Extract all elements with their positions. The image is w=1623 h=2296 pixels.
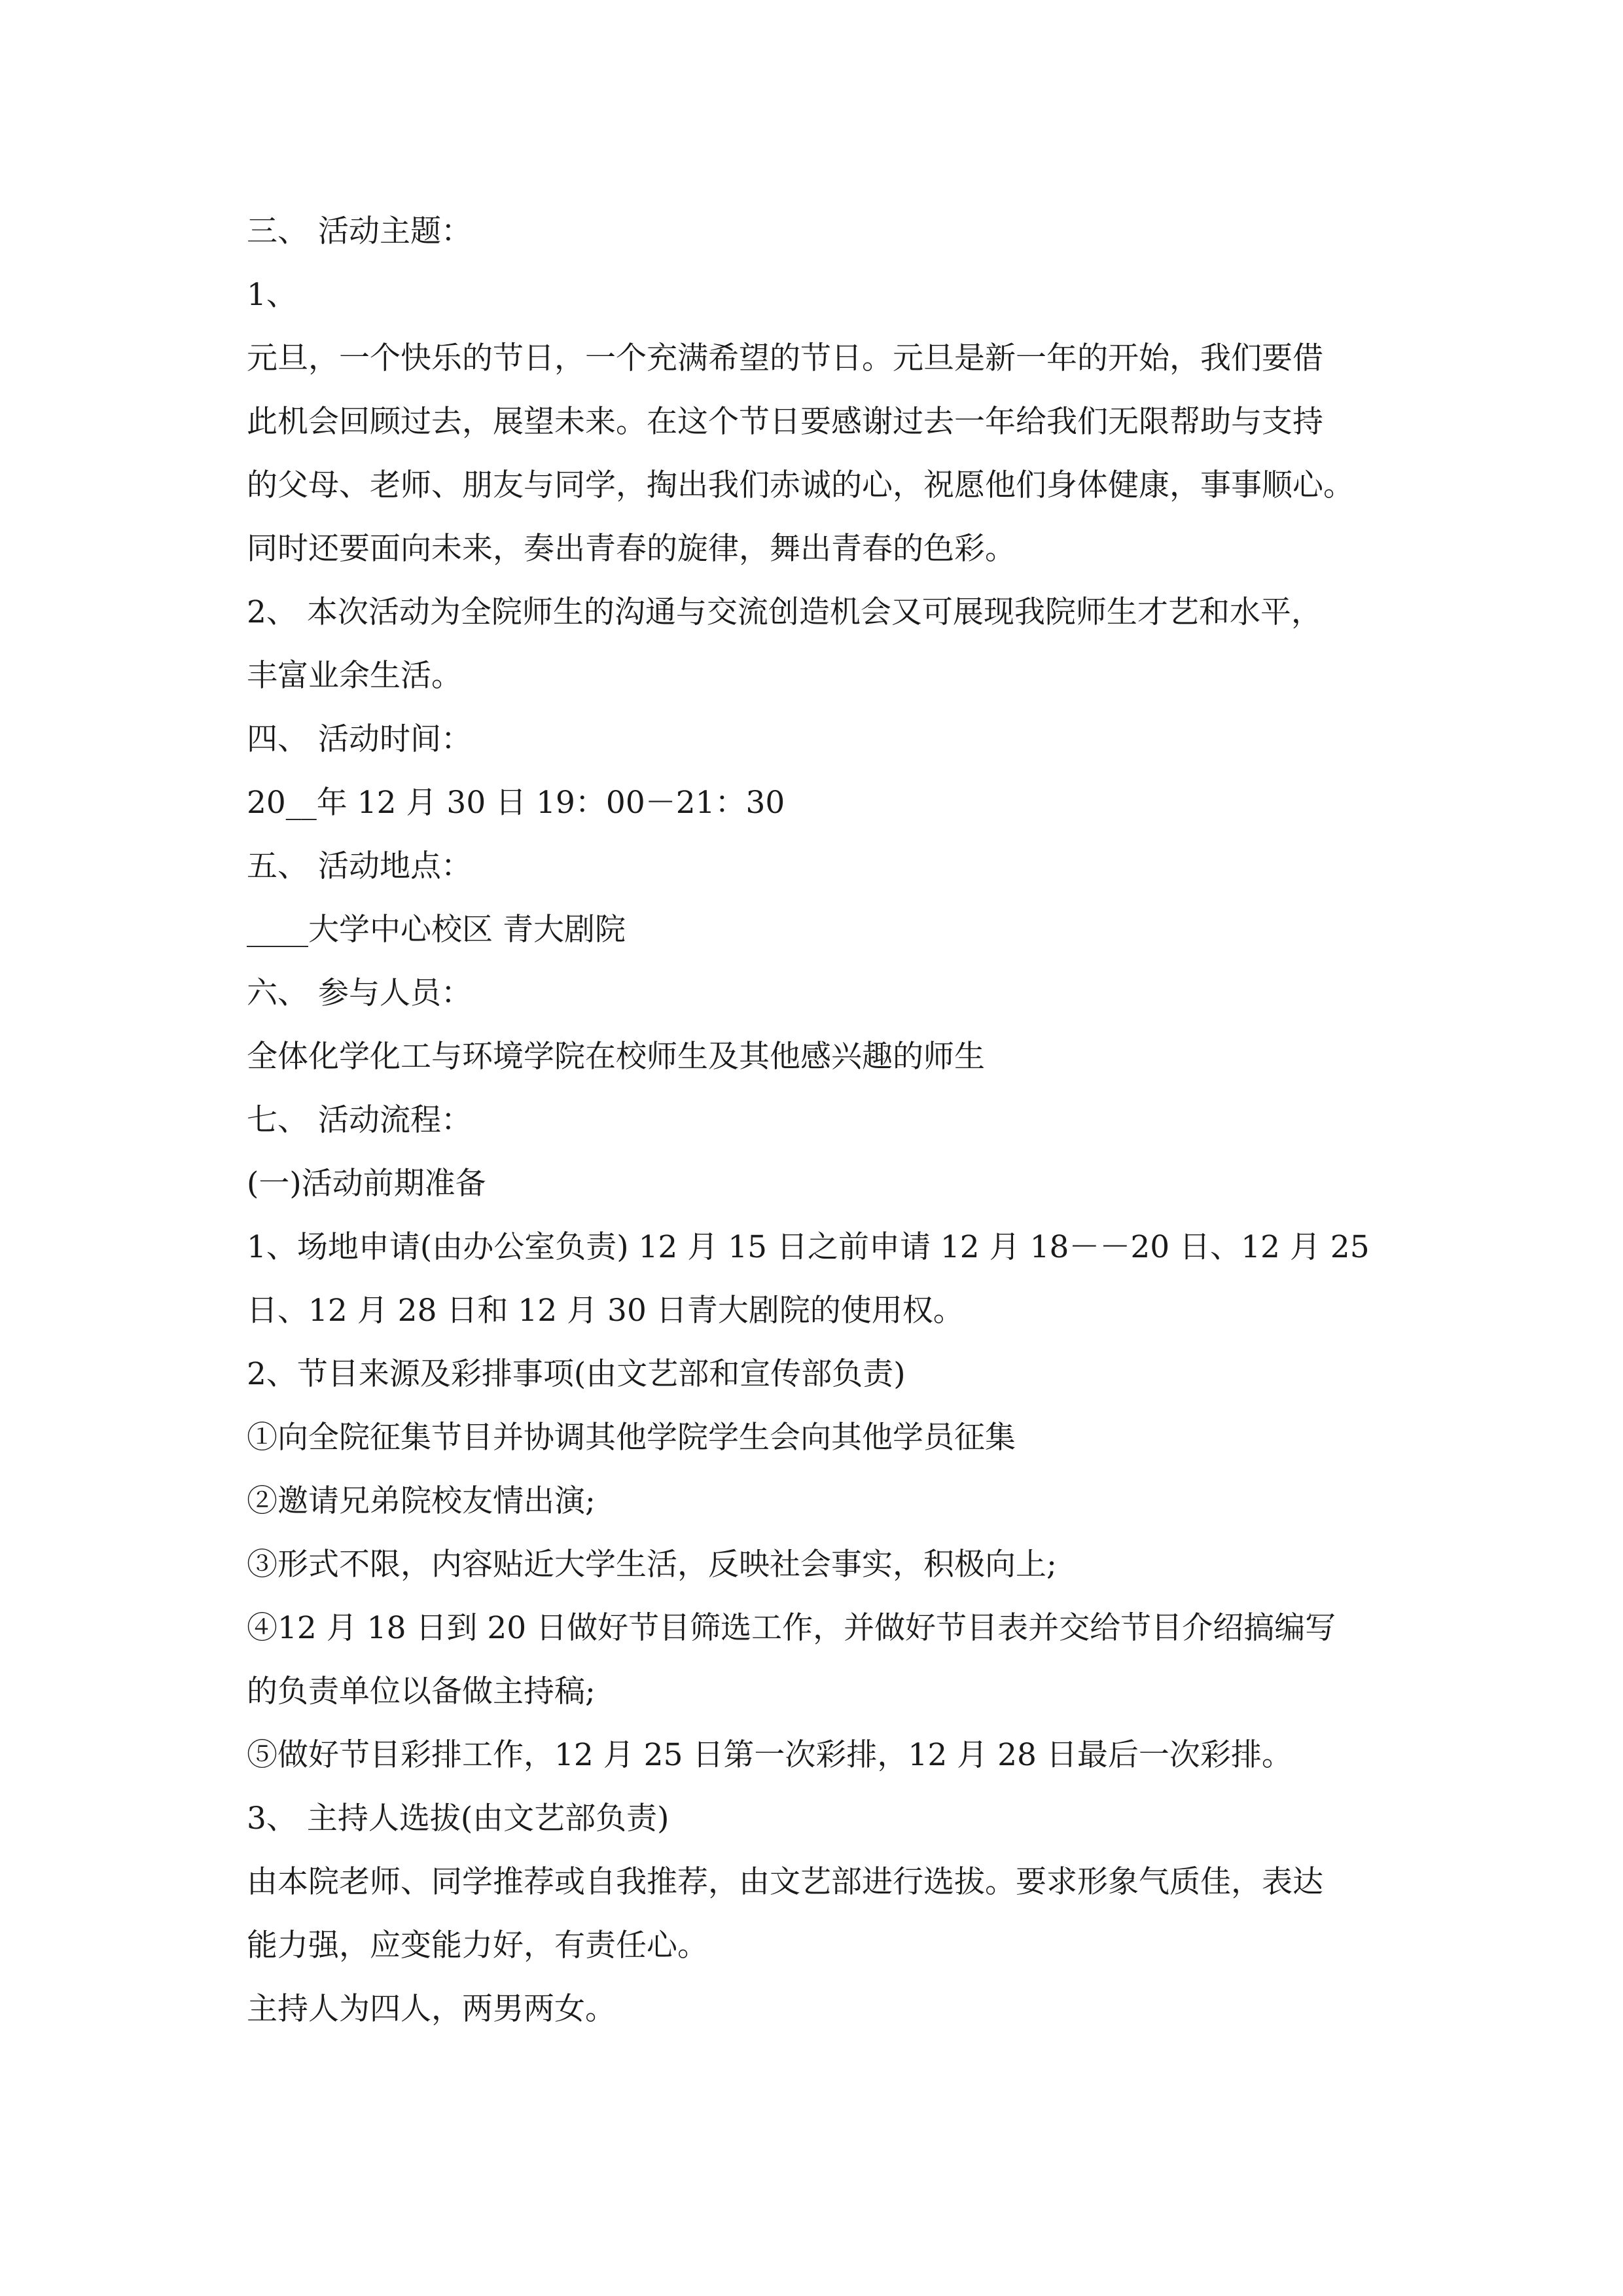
subsection-heading-preparation: (一)活动前期准备 (247, 1166, 486, 1202)
list-item-continuation: 的负责单位以备做主持稿; (247, 1674, 596, 1710)
paragraph-line: 由本院老师、同学推荐或自我推荐，由文艺部进行选拔。要求形象气质佳，表达 (247, 1864, 1323, 1900)
paragraph-line: 的父母、老师、朋友与同学，掏出我们赤诚的心，祝愿他们身体健康，事事顺心。 (247, 467, 1354, 503)
list-item: ④12 月 18 日到 20 日做好节目筛选工作，并做好节目表并交给节目介绍搞编写 (247, 1610, 1336, 1646)
document-body (247, 200, 1399, 2041)
paragraph-line: 此机会回顾过去，展望未来。在这个节日要感谢过去一年给我们无限帮助与支持 (247, 404, 1323, 440)
paragraph-line: 2、 本次活动为全院师生的沟通与交流创造机会又可展现我院师生才艺和水平， (247, 594, 1322, 630)
list-item: ⑤做好节目彩排工作，12 月 25 日第一次彩排，12 月 28 日最后一次彩排。 (247, 1737, 1293, 1773)
section-heading-location: 五、 活动地点： (247, 848, 472, 884)
event-time: 20__年 12 月 30 日 19：00－21：30 (247, 785, 785, 821)
event-location: ____大学中心校区 青大剧院 (247, 912, 626, 948)
list-item: ③形式不限，内容贴近大学生活，反映社会事实，积极向上; (247, 1547, 1057, 1583)
paragraph-line: 3、 主持人选拔(由文艺部负责) (247, 1801, 669, 1837)
paragraph-line: 日、12 月 28 日和 12 月 30 日青大剧院的使用权。 (247, 1293, 964, 1329)
list-item: ①向全院征集节目并协调其他学院学生会向其他学员征集 (247, 1420, 1016, 1456)
paragraph-line: 主持人为四人，两男两女。 (247, 1991, 616, 2027)
section-heading-time: 四、 活动时间： (247, 721, 472, 757)
paragraph-line: 同时还要面向未来，奏出青春的旋律，舞出青春的色彩。 (247, 531, 1016, 567)
section-heading-participants: 六、 参与人员： (247, 975, 472, 1011)
participants-text: 全体化学化工与环境学院在校师生及其他感兴趣的师生 (247, 1039, 985, 1075)
section-heading-process: 七、 活动流程： (247, 1102, 472, 1138)
paragraph-line: 元旦，一个快乐的节日，一个充满希望的节日。元旦是新一年的开始，我们要借 (247, 340, 1323, 376)
paragraph-line: 丰富业余生活。 (247, 658, 462, 694)
paragraph-line: 1、场地申请(由办公室负责) 12 月 15 日之前申请 12 月 18－－20 日、12 月 25 (247, 1229, 1370, 1265)
section-heading-theme: 三、 活动主题： (247, 213, 472, 249)
paragraph-line: 2、节目来源及彩排事项(由文艺部和宣传部负责) (247, 1356, 906, 1392)
list-item: ②邀请兄弟院校友情出演; (247, 1483, 596, 1519)
paragraph-line: 能力强，应变能力好，有责任心。 (247, 1928, 708, 1964)
list-item-number: 1、 (247, 277, 297, 313)
